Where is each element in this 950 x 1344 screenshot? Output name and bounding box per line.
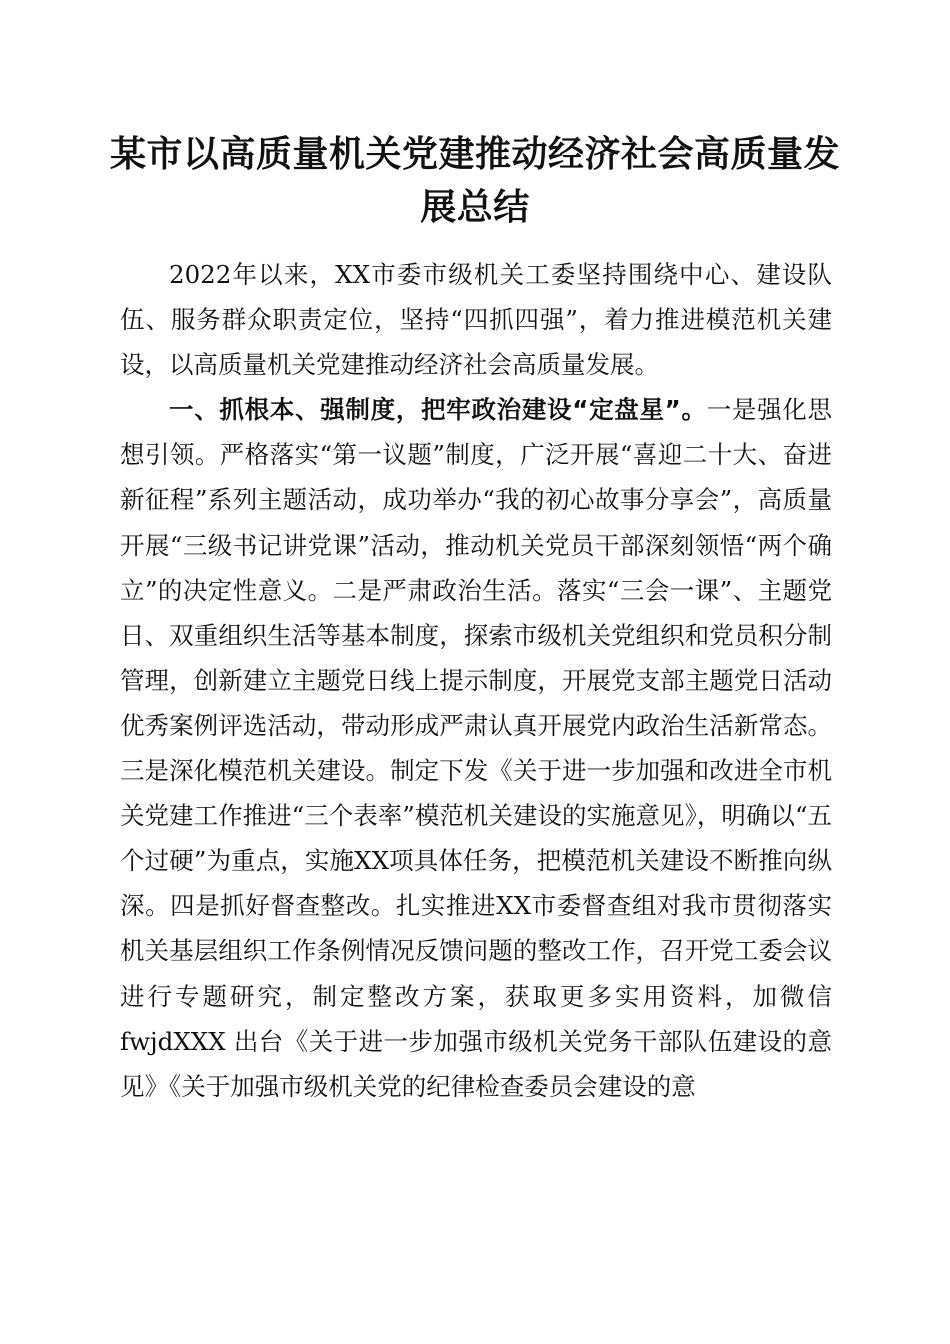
intro-paragraph: 2022年以来，XX市委市级机关工委坚持围绕中心、建设队伍、服务群众职责定位，坚持“四抓四强”，着力推进模范机关建设，以高质量机关党建推动经济社会高质量发展。 — [120, 260, 832, 380]
section-1-heading: 一、抓根本、强制度，把牢政治建设“定盘星”。 — [169, 395, 707, 425]
section-1-paragraph — [120, 387, 832, 1109]
document-body — [120, 252, 832, 1109]
document-title: 某市以高质量机关党建推动经济社会高质量发展总结 — [109, 133, 840, 228]
section-1-text: 一是强化思想引领。严格落实“第一议题”制度，广泛开展“喜迎二十大、奋进新征程”系列主题活动，成功举办“我的初心故事分享会”，高质量开展“三级书记讲党课”活动，推动机关党员干部深刻领悟“两个确立”的决定性意义。二是严肃政治生活。落实“三会一课”、主题党日、双重组织生活等基本制度，探索市级机关党组织和党员积分制管理，创新建立主题党日线上提示制度，开展党支部主题党日活动优秀案例评选活动，带动形成严肃认真开展党内政治生活新常态。三是深化模范机关建设。制定下发《关于进一步加强和改进全市机关党建工作推进“三个表率”模范机关建设的实施意见》，明确以“五个过硬”为重点，实施XX项具体任务，把模范机关建设不断推向纵深。四是抓好督查整改。扎实推进XX市委督查组对我市贯彻落实机关基层组织工作条例情况反馈问题的整改工作，召开党工委会议进行专题研究，制定整改方案，获取更多实用资料，加微信 fwjdXXX 出台《关于进一步加强市级机关党务干部队伍建设的意见》《关于加强市级机关党的纪律检查委员会建设的意 — [120, 395, 833, 1101]
